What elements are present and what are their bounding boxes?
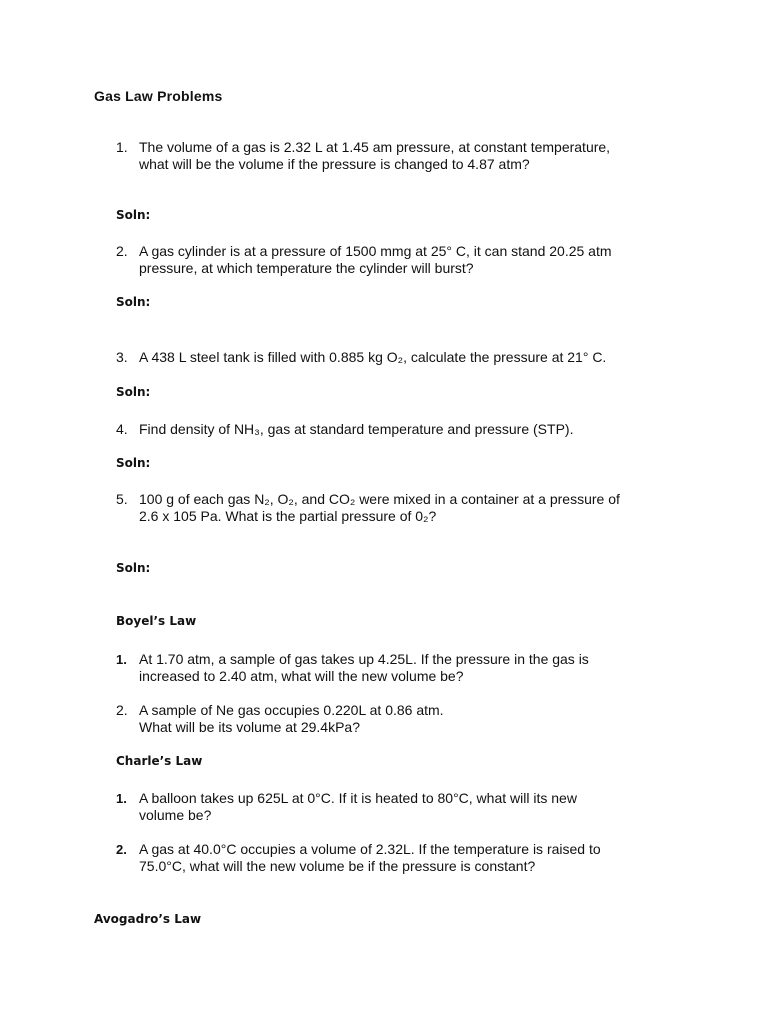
charles-2-line-1: A gas at 40.0°C occupies a volume of 2.32L. If the temperature is raised to — [139, 841, 601, 857]
page-title: Gas Law Problems — [94, 88, 223, 104]
charles-1-line-2: volume be? — [139, 807, 212, 823]
problem-number: 4. — [116, 421, 128, 437]
boyle-1-line-1: At 1.70 atm, a sample of gas takes up 4.25L. If the pressure in the gas is — [139, 651, 589, 667]
section-heading-boyle: Boyel’s Law — [116, 614, 197, 628]
problem-number: 5. — [116, 491, 128, 507]
problem-number: 1. — [116, 652, 127, 667]
problem-1-line-1: The volume of a gas is 2.32 L at 1.45 am pressure, at constant temperature, — [139, 139, 611, 155]
problem-1-line-2: what will be the volume if the pressure is changed to 4.87 atm? — [139, 156, 530, 172]
problem-number: 2. — [116, 702, 128, 718]
boyle-2-line-2: What will be its volume at 29.4kPa? — [139, 719, 360, 735]
boyle-1-line-2: increased to 2.40 atm, what will the new volume be? — [139, 668, 464, 684]
section-heading-charles: Charle’s Law — [116, 754, 203, 768]
solution-label: Soln: — [116, 456, 151, 470]
charles-2-line-2: 75.0°C, what will the new volume be if the pressure is constant? — [139, 858, 536, 874]
problem-5-line-2: 2.6 x 105 Pa. What is the partial pressure of 0₂? — [139, 508, 437, 524]
problem-number: 1. — [116, 791, 127, 806]
solution-label: Soln: — [116, 385, 151, 399]
problem-2-line-2: pressure, at which temperature the cylinder will burst? — [139, 260, 474, 276]
problem-number: 1. — [116, 139, 128, 155]
solution-label: Soln: — [116, 561, 151, 575]
problem-2-line-1: A gas cylinder is at a pressure of 1500 mmg at 25° C, it can stand 20.25 atm — [139, 243, 612, 259]
problem-number: 2. — [116, 243, 128, 259]
solution-label: Soln: — [116, 295, 151, 309]
problem-5-line-1: 100 g of each gas N₂, O₂, and CO₂ were mixed in a container at a pressure of — [139, 491, 620, 507]
problem-number: 3. — [116, 349, 128, 365]
problem-3-line-1: A 438 L steel tank is filled with 0.885 kg O₂, calculate the pressure at 21° C. — [139, 349, 607, 365]
problem-4-line-1: Find density of NH₃, gas at standard temperature and pressure (STP). — [139, 421, 574, 437]
problem-number: 2. — [116, 842, 127, 857]
section-heading-avogadro: Avogadro’s Law — [94, 912, 202, 926]
boyle-2-line-1: A sample of Ne gas occupies 0.220L at 0.86 atm. — [139, 702, 444, 718]
charles-1-line-1: A balloon takes up 625L at 0°C. If it is heated to 80°C, what will its new — [139, 790, 577, 806]
solution-label: Soln: — [116, 208, 151, 222]
